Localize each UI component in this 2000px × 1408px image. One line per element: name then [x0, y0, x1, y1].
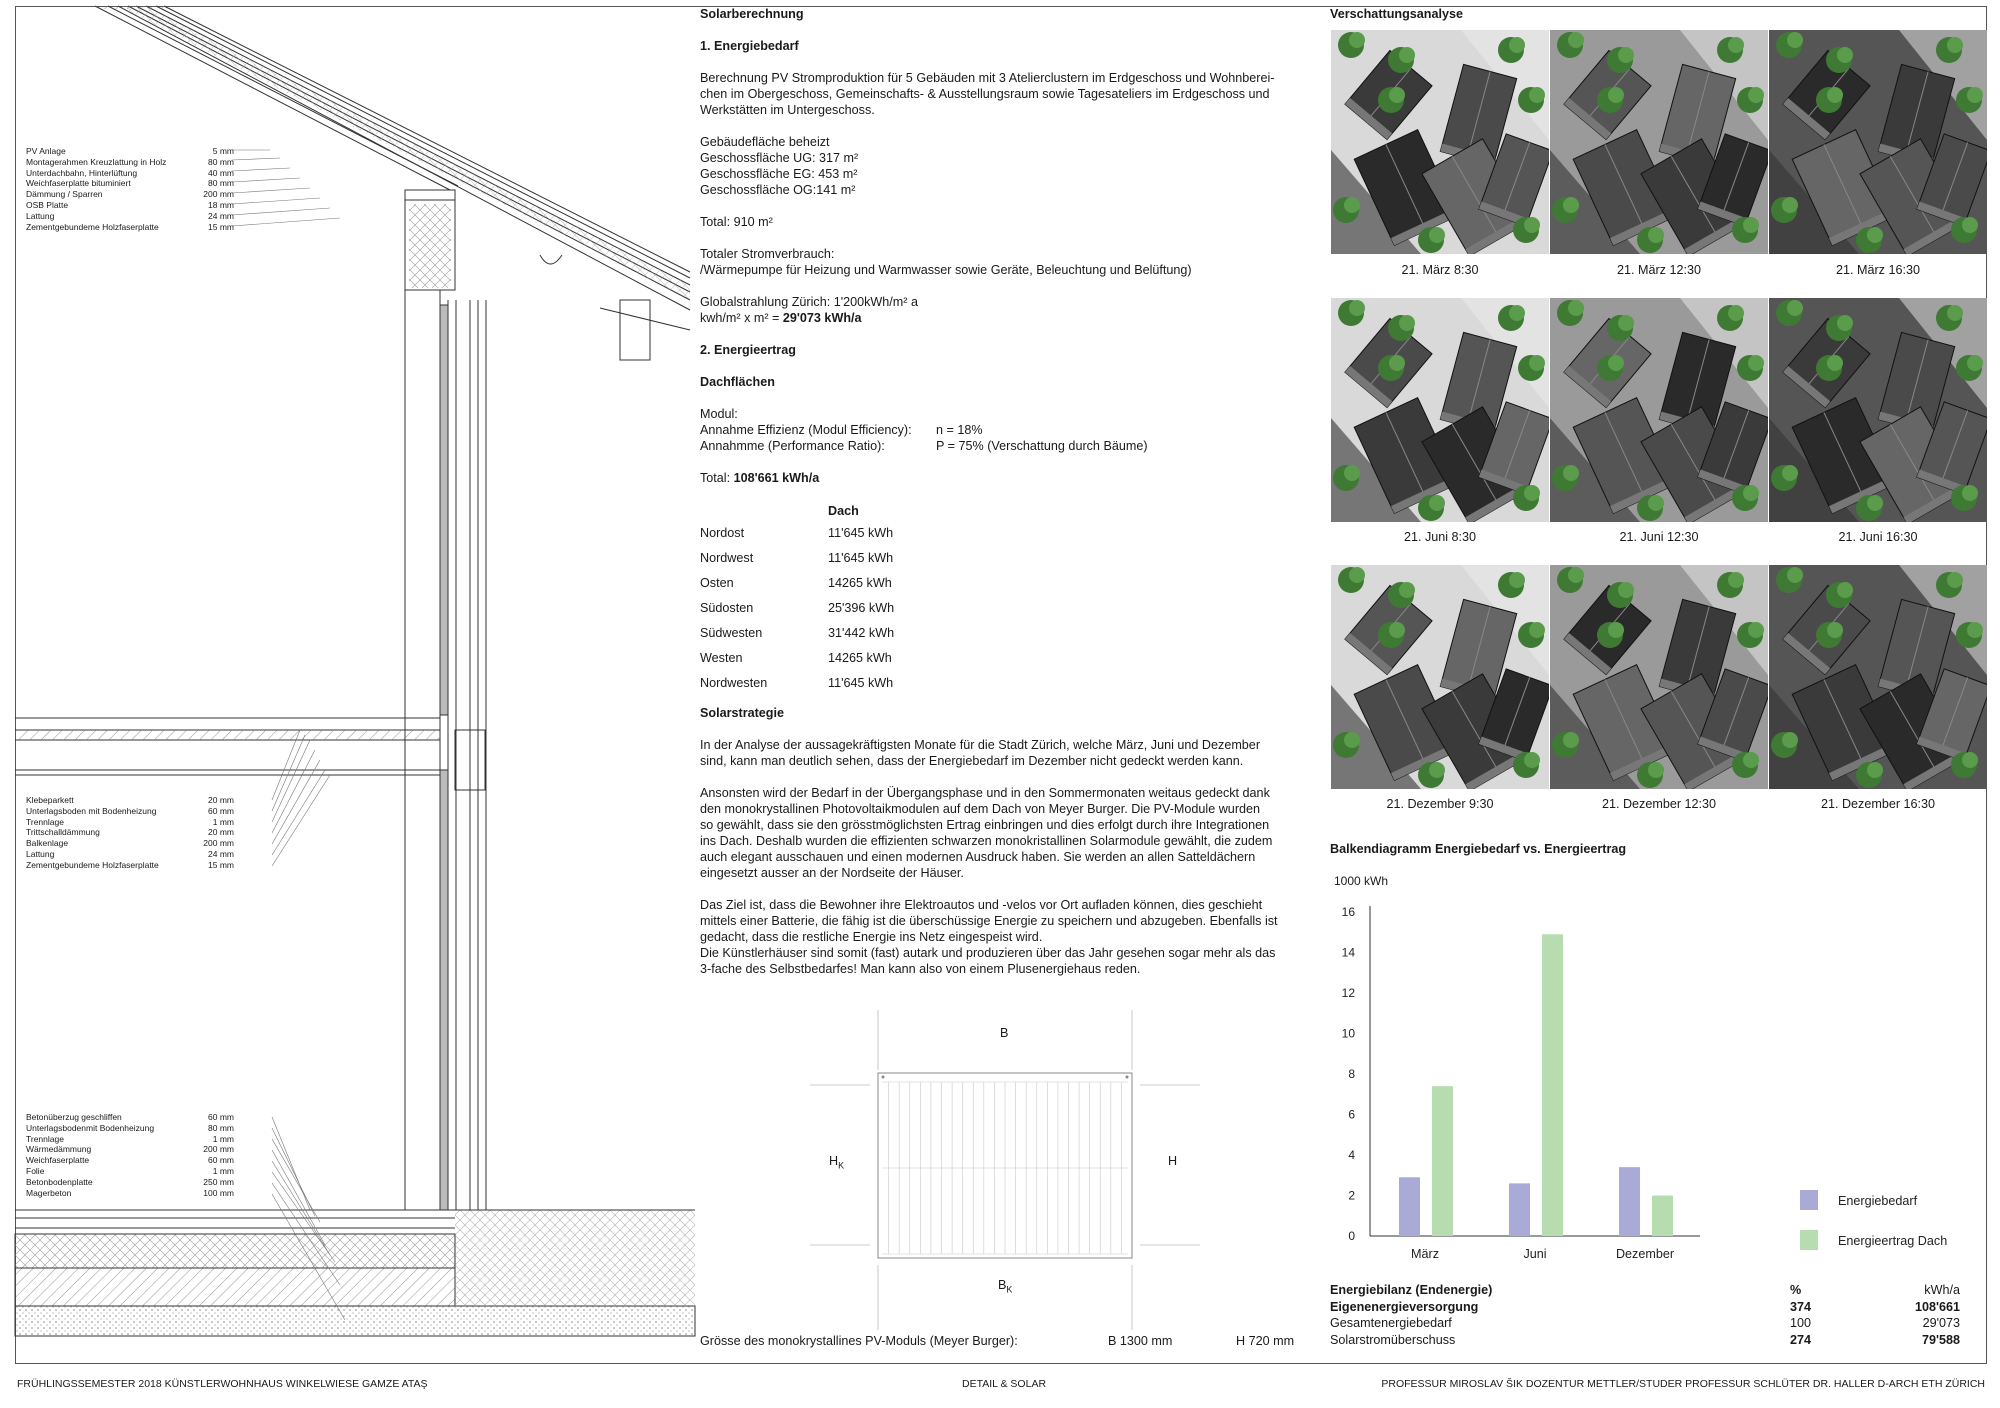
efficiency-value: n = 18%	[936, 423, 983, 437]
layer-row	[26, 1177, 234, 1188]
layer-thickness: 200 mm	[203, 189, 234, 200]
layer-name: Unterlagsboden mit Bodenheizung	[26, 805, 157, 816]
y-tick-label: 12	[1341, 986, 1355, 1000]
layer-name: Folie	[26, 1165, 45, 1176]
layer-row	[26, 1155, 234, 1166]
energy-balance	[1330, 1282, 1960, 1348]
bar	[1652, 1196, 1673, 1237]
total-prefix: Total:	[700, 471, 734, 485]
efficiency-row	[700, 422, 1300, 438]
pv-label-bk-main: B	[998, 1278, 1007, 1292]
floor-layer-list	[26, 795, 234, 871]
solar-calculation	[700, 6, 1300, 977]
footer-left: FRÜHLINGSSEMESTER 2018 KÜNSTLERWOHNHAUS WINKELWIESE GAMZE ATAŞ	[17, 1378, 428, 1390]
y-tick-label: 14	[1341, 945, 1355, 960]
legend-swatch	[1800, 1190, 1818, 1210]
layer-name: Trittschalldämmung	[26, 827, 100, 838]
layer-row	[26, 189, 234, 200]
shading-render-svg	[1331, 298, 1549, 522]
x-tick-label: Dezember	[1615, 1247, 1675, 1261]
balance-rows	[1330, 1299, 1960, 1349]
table-row	[700, 620, 1300, 645]
layer-row	[26, 1123, 234, 1134]
layer-thickness: 24 mm	[208, 848, 234, 859]
balance-col-pct: %	[1790, 1283, 1802, 1297]
chart-title: Balkendiagramm Energiebedarf vs. Energieertrag	[1330, 842, 1627, 856]
balance-row	[1330, 1332, 1960, 1349]
layer-row	[26, 1134, 234, 1145]
consumption-desc: /Wärmepumpe für Heizung und Warmwasser sowie Geräte, Beleuchtung und Belüftung)	[700, 263, 1192, 277]
roof-yield: 14265 kWh	[828, 650, 892, 665]
table-row	[700, 645, 1300, 670]
layer-thickness: 60 mm	[208, 805, 234, 816]
layer-name: Balkenlage	[26, 838, 69, 849]
shading-render-svg	[1769, 298, 1987, 522]
balance-label: Solarstromüberschuss	[1330, 1332, 1456, 1347]
layer-name: Zementgebundeme Holzfaserplatte	[26, 221, 159, 232]
strategy-line: mittels einer Batterie, die fähig ist die überschüssige Energie zu speichern und abzugeben. Ebenfalls ist	[700, 914, 1278, 928]
layer-thickness: 80 mm	[208, 156, 234, 167]
pv-module-svg	[810, 1010, 1200, 1350]
area-og: Geschossfläche OG:141 m²	[700, 183, 856, 197]
heading-roofs: Dachflächen	[700, 375, 775, 389]
roof-yield: 11'645 kWh	[828, 550, 894, 565]
layer-name: PV Anlage	[26, 146, 66, 156]
y-tick-label: 2	[1348, 1188, 1355, 1203]
layer-row	[26, 860, 234, 871]
performance-row	[700, 438, 1300, 454]
shading-render-svg	[1769, 565, 1987, 789]
balance-value: 108'661	[1914, 1299, 1960, 1314]
y-tick-label: 6	[1348, 1107, 1355, 1122]
layer-name: Dämmung / Sparren	[26, 189, 103, 200]
layer-name: Montagerahmen Kreuzlattung in Holz	[26, 156, 167, 167]
layer-thickness: 250 mm	[203, 1176, 234, 1187]
layer-thickness: 80 mm	[208, 1122, 234, 1133]
layer-row	[26, 838, 234, 849]
layer-thickness: 100 mm	[203, 1187, 234, 1198]
layer-thickness: 1 mm	[212, 1133, 234, 1144]
balance-value: 29'073	[1922, 1316, 1960, 1330]
balance-row	[1330, 1315, 1960, 1332]
table-header-dach: Dach	[828, 504, 859, 518]
balance-title: Energiebilanz (Endenergie)	[1330, 1283, 1493, 1297]
balance-label: Eigenenergieversorgung	[1330, 1299, 1479, 1314]
solar-title: Solarberechnung	[700, 7, 804, 21]
layer-row	[26, 211, 234, 222]
strategy-line: Ansonsten wird der Bedarf in der Übergangsphase und in den Sommermonaten weitaus gedeckt dank	[700, 786, 1270, 800]
roof-direction: Nordwest	[700, 550, 754, 565]
layer-thickness: 80 mm	[208, 178, 234, 189]
pv-label-bk-sub: K	[1006, 1284, 1013, 1295]
table-row	[700, 670, 1300, 695]
strategy-line: Die Künstlerhäuser sind somit (fast) autark und produzieren über das Jahr gesehen sogar mehr als das	[700, 946, 1276, 960]
ground-layer-list	[26, 1112, 234, 1198]
layer-row	[26, 200, 234, 211]
shading-render-svg	[1331, 30, 1549, 254]
layer-row	[26, 1144, 234, 1155]
layer-thickness: 15 mm	[208, 859, 234, 870]
footer-right: PROFESSUR MIROSLAV ŠIK DOZENTUR METTLER/STUDER PROFESSUR SCHLÜTER DR. HALLER D-ARCH ETH ZÜRICH	[1381, 1378, 1985, 1390]
layer-name: Unterdachbahn, Hinterlüftung	[26, 167, 138, 178]
roof-yield: 11'645 kWh	[828, 675, 894, 690]
pv-label-h: H	[1168, 1154, 1178, 1168]
layer-thickness: 18 mm	[208, 199, 234, 210]
layer-thickness: 200 mm	[203, 1144, 234, 1155]
layer-name: Wärmedämmung	[26, 1144, 92, 1155]
roof-direction: Südosten	[700, 600, 754, 615]
shading-caption: 21. Juni 16:30	[1838, 530, 1918, 544]
balance-pct: 274	[1790, 1332, 1812, 1347]
layer-row	[26, 168, 234, 179]
balance-pct: 100	[1790, 1316, 1812, 1330]
layer-thickness: 200 mm	[203, 838, 234, 849]
demand-formula	[700, 310, 1300, 326]
layer-name: OSB Platte	[26, 199, 69, 210]
layer-row	[26, 178, 234, 189]
layer-row	[26, 806, 234, 817]
area-title: Gebäudefläche beheizt	[700, 135, 830, 149]
shading-render-svg	[1550, 30, 1768, 254]
layer-name: Unterlagsbodenmit Bodenheizung	[26, 1122, 155, 1133]
layer-name: Zementgebundeme Holzfaserplatte	[26, 859, 159, 870]
roof-direction: Südwesten	[700, 625, 763, 640]
balance-value: 79'588	[1921, 1332, 1960, 1347]
layer-row	[26, 146, 234, 157]
shading-caption: 21. Dezember 9:30	[1386, 797, 1494, 811]
layer-thickness: 20 mm	[208, 795, 234, 805]
formula-prefix: kwh/m² x m² =	[700, 311, 783, 325]
shading-caption: 21. März 12:30	[1616, 263, 1701, 277]
shading-caption: 21. Dezember 12:30	[1601, 797, 1717, 811]
strategy-line: sind, kann man deutlich sehen, dass der Energiebedarf im Dezember nicht gedeckt werden kann.	[700, 754, 1244, 768]
layer-thickness: 1 mm	[212, 1165, 234, 1176]
legend-swatch	[1800, 1230, 1818, 1250]
bar	[1509, 1183, 1530, 1236]
footer-center: DETAIL & SOLAR	[962, 1378, 1047, 1390]
roof-direction: Nordwesten	[700, 675, 768, 690]
strategy-line: so gewählt, dass sie den grösstmöglichsten Ertrag einbringen und dies erfolgt durch ihre Integrationen	[700, 818, 1270, 832]
layer-thickness: 60 mm	[208, 1155, 234, 1166]
roof-yield: 25'396 kWh	[828, 600, 895, 615]
bar	[1619, 1167, 1640, 1236]
table-row	[700, 595, 1300, 620]
bar-chart	[1330, 890, 1990, 1270]
strategy-line: eingesetzt ausser an der Nordseite der Häuser.	[700, 866, 964, 880]
legend-label: Energiebedarf	[1838, 1194, 1918, 1208]
layer-row	[26, 1166, 234, 1177]
performance-value: P = 75% (Verschattung durch Bäume)	[936, 439, 1148, 453]
layer-row	[26, 795, 234, 806]
area-ug: Geschossfläche UG: 317 m²	[700, 151, 859, 165]
pv-width: B 1300 mm	[1108, 1334, 1173, 1348]
shading-caption: 21. März 8:30	[1401, 263, 1479, 277]
shading-render-svg	[1550, 298, 1768, 522]
pv-label-bk	[998, 1278, 1012, 1295]
layer-row	[26, 1112, 234, 1123]
area-eg: Geschossfläche EG: 453 m²	[700, 167, 858, 181]
roof-yield: 11'645 kWh	[828, 525, 894, 540]
layer-row	[26, 849, 234, 860]
roof-direction: Nordost	[700, 525, 745, 540]
y-tick-label: 10	[1341, 1026, 1355, 1041]
shading-render-svg	[1331, 565, 1549, 789]
strategy-line: auch elegant ausschauen und einen modernen Ausdruck haben. Sie werden an allen Satteldächern	[700, 850, 1256, 864]
table-row	[700, 570, 1300, 595]
shading-caption: 21. Dezember 16:30	[1820, 797, 1936, 811]
yield-table	[700, 520, 1300, 695]
roof-direction: Westen	[700, 650, 743, 665]
bar	[1542, 934, 1563, 1236]
shading-render	[1331, 298, 1549, 522]
balance-header	[1330, 1282, 1960, 1299]
strategy-line: den monokrystallinen Photovoltaikmodulen auf dem Dach von Meyer Burger. Die PV-Module wurden	[700, 802, 1261, 816]
shading-caption: 21. Juni 12:30	[1619, 530, 1699, 544]
shading-render	[1769, 565, 1987, 789]
intro-line: Berechnung PV Stromproduktion für 5 Gebäuden mit 3 Atelierclustern im Erdgeschoss und Wohnberei-	[700, 71, 1275, 85]
global-radiation: Globalstrahlung Zürich: 1'200kWh/m² a	[700, 295, 918, 309]
layer-name: Betonbodenplatte	[26, 1176, 93, 1187]
pv-label-hk-main: H	[829, 1154, 839, 1168]
pv-height: H 720 mm	[1236, 1334, 1295, 1348]
strategy-line: Das Ziel ist, dass die Bewohner ihre Elektroautos und -velos vor Ort aufladen können, dies geschieht	[700, 898, 1263, 912]
layer-row	[26, 157, 234, 168]
balance-pct: 374	[1790, 1299, 1812, 1314]
balance-row	[1330, 1299, 1960, 1316]
layer-name: Lattung	[26, 848, 55, 859]
layer-name: Betonüberzug geschliffen	[26, 1112, 122, 1122]
shading-caption: 21. Juni 8:30	[1403, 530, 1477, 544]
shading-caption: 21. März 16:30	[1835, 263, 1920, 277]
shading-render	[1331, 30, 1549, 254]
consumption-title: Totaler Stromverbrauch:	[700, 247, 835, 261]
layer-thickness: 40 mm	[208, 167, 234, 178]
layer-thickness: 60 mm	[208, 1112, 234, 1122]
layer-name: Trennlage	[26, 816, 64, 827]
roof-yield: 14265 kWh	[828, 575, 892, 590]
pv-label-hk	[829, 1154, 844, 1171]
pv-label-b: B	[1000, 1026, 1009, 1040]
total-yield	[700, 470, 1300, 486]
strategy-line: In der Analyse der aussagekräftigsten Monate für die Stadt Zürich, welche März, Juni und Dezember	[700, 738, 1261, 752]
layer-name: Weichfaserplatte	[26, 1155, 90, 1166]
bar	[1399, 1177, 1420, 1236]
intro-line: Werkstätten im Untergeschoss.	[700, 103, 875, 117]
layer-row	[26, 222, 234, 233]
layer-name: Weichfaserplatte bituminiert	[26, 178, 131, 189]
heading-energy-yield: 2. Energieertrag	[700, 343, 796, 357]
yield-table-header	[700, 502, 1300, 520]
layer-thickness: 1 mm	[212, 816, 234, 827]
layer-name: Lattung	[26, 210, 55, 221]
chart-ylabel: 1000 kWh	[1334, 874, 1389, 888]
shading-render	[1769, 30, 1987, 254]
shading-title: Verschattungsanalyse	[1330, 7, 1463, 21]
bar	[1432, 1086, 1453, 1236]
layer-name: Klebeparkett	[26, 795, 74, 805]
x-tick-label: Juni	[1523, 1247, 1547, 1261]
layer-thickness: 24 mm	[208, 210, 234, 221]
total-area: Total: 910 m²	[700, 215, 773, 229]
legend-label: Energieertrag Dach	[1838, 1234, 1948, 1248]
layer-thickness: 15 mm	[208, 221, 234, 232]
total-yield-value: 108'661 kWh/a	[733, 471, 820, 485]
layer-name: Trennlage	[26, 1133, 64, 1144]
y-tick-label: 0	[1348, 1229, 1355, 1243]
shading-render	[1331, 565, 1549, 789]
strategy-line: gedacht, dass die restliche Energie ins Netz eingespeist wird.	[700, 930, 1043, 944]
layer-thickness: 5 mm	[212, 146, 234, 156]
strategy-line: ins Dach. Deshalb wurden die effizienten schwarzen monokristallinen Solarmodule gewählt, die zudem	[700, 834, 1273, 848]
layer-name: Magerbeton	[26, 1187, 72, 1198]
shading-render-svg	[1550, 565, 1768, 789]
roof-direction: Osten	[700, 575, 734, 590]
layer-row	[26, 827, 234, 838]
balance-label: Gesamtenergiebedarf	[1330, 1316, 1452, 1330]
heading-energy-demand: 1. Energiebedarf	[700, 39, 799, 53]
performance-key: Annahmme (Performance Ratio):	[700, 439, 885, 453]
table-row	[700, 520, 1300, 545]
pv-size-label: Grösse des monokrystallines PV-Moduls (Meyer Burger):	[700, 1334, 1018, 1348]
heading-strategy: Solarstrategie	[700, 706, 784, 720]
shading-render	[1550, 565, 1768, 789]
layer-row	[26, 817, 234, 828]
shading-render	[1550, 30, 1768, 254]
intro-line: chen im Obergeschoss, Gemeinschafts- & Ausstellungsraum sowie Tagesateliers im Erdgeschoss und	[700, 87, 1270, 101]
x-tick-label: März	[1411, 1247, 1439, 1261]
y-tick-label: 4	[1348, 1148, 1355, 1162]
shading-render	[1550, 298, 1768, 522]
formula-value: 29'073 kWh/a	[782, 311, 862, 325]
pv-label-hk-sub: K	[838, 1160, 845, 1171]
layer-thickness: 20 mm	[208, 827, 234, 838]
table-row	[700, 545, 1300, 570]
roof-layer-list	[26, 146, 234, 232]
y-tick-label: 8	[1348, 1067, 1355, 1081]
efficiency-key: Annahme Effizienz (Modul Efficiency):	[700, 423, 912, 437]
module-label: Modul:	[700, 407, 738, 421]
strategy-line: 3-fache des Selbstbedarfes! Man kann also von einem Plusenergiehaus reden.	[700, 962, 1141, 976]
balance-col-unit: kWh/a	[1924, 1283, 1960, 1297]
roof-yield: 31'442 kWh	[828, 625, 895, 640]
shading-render	[1769, 298, 1987, 522]
y-tick-label: 16	[1341, 905, 1355, 919]
shading-render-svg	[1769, 30, 1987, 254]
layer-row	[26, 1188, 234, 1199]
